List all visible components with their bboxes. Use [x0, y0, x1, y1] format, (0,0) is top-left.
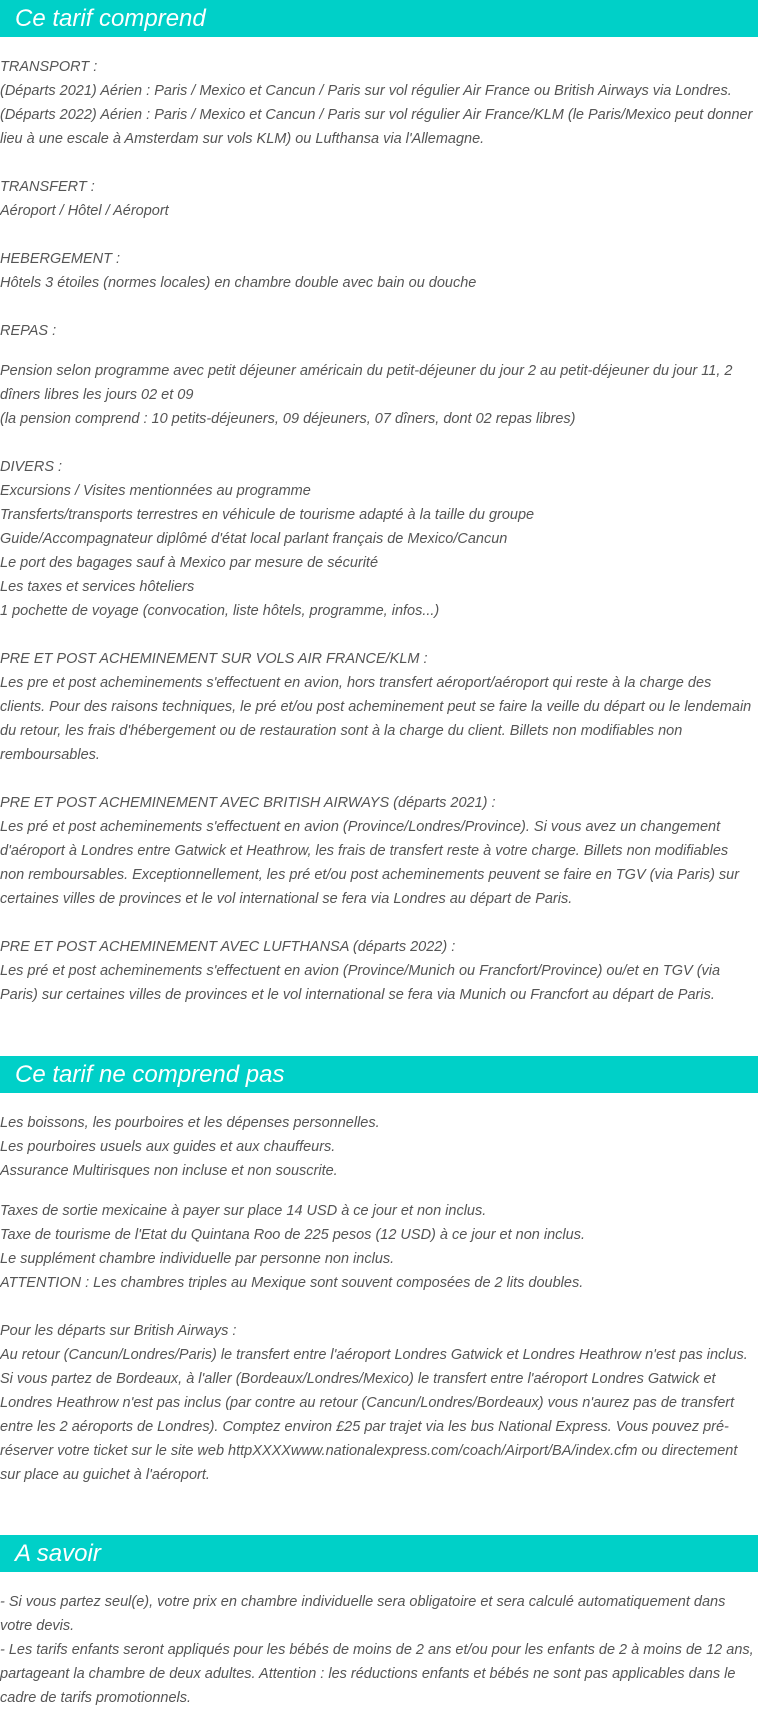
- section-header-excluded: [0, 1056, 758, 1093]
- lodging-heading: HEBERGEMENT :: [0, 251, 121, 267]
- misc-line-3: Guide/Accompagnateur diplômé d'état local parlant français de Mexico/Cancun: [0, 531, 508, 547]
- lh-heading: PRE ET POST ACHEMINEMENT AVEC LUFTHANSA (départs 2022) :: [0, 939, 456, 955]
- excluded-line-3: Assurance Multirisques non incluse et non souscrite.: [0, 1163, 338, 1179]
- misc-line-5: Les taxes et services hôteliers: [0, 579, 195, 595]
- know-line-1: - Si vous partez seul(e), votre prix en chambre individuelle sera obligatoire et sera calculé automatiquement dans votre devis.: [0, 1594, 726, 1634]
- section-header-know: [0, 1535, 758, 1572]
- section-header-included: [0, 0, 758, 37]
- meals-line-1: Pension selon programme avec petit déjeuner américain du petit-déjeuner du jour 2 au petit-déjeuner du jour 11, 2 dîners libres les jours 02 et 09: [0, 363, 733, 403]
- misc-line-1: Excursions / Visites mentionnées au programme: [0, 483, 311, 499]
- misc-line-6: 1 pochette de voyage (convocation, liste hôtels, programme, infos...): [0, 603, 440, 619]
- lh-paragraph: Les pré et post acheminements s'effectuent en avion (Province/Munich ou Francfort/Province) ou/et en TGV (via Paris) sur certaines villes de provinces et le vol international se fera via Munich ou Francfort au départ de Paris.: [0, 963, 721, 1003]
- section-title-included: Ce tarif comprend: [15, 4, 206, 32]
- misc-line-4: Le port des bagages sauf à Mexico par mesure de sécurité: [0, 555, 379, 571]
- transfer-heading: TRANSFERT :: [0, 179, 95, 195]
- excluded-ba-paragraph: Au retour (Cancun/Londres/Paris) le transfert entre l'aéroport Londres Gatwick et Londres Heathrow n'est pas inclus. Si vous partez de Bordeaux, à l'aller (Bordeaux/Londres/Mexico) le transfert entre l'aéroport Londres Gatwick et Londres Heathrow n'est pas inclus (par contre au retour (Cancun/Londres/Bordeaux) vous n'aurez pas de transfert entre les 2 aéroports de Londres). Comptez environ £25 par trajet via les bus National Express. Vous pouvez pré-réserver votre ticket sur le site web httpXXXXwww.nationalexpress.com/coach/Airport/BA/index.cfm ou directement sur place au guichet à l'aéroport.: [0, 1347, 748, 1483]
- lodging-line-1: Hôtels 3 étoiles (normes locales) en chambre double avec bain ou douche: [0, 275, 477, 291]
- excluded-line-5: Taxe de tourisme de l'Etat du Quintana Roo de 225 pesos (12 USD) à ce jour et non inclus.: [0, 1227, 585, 1243]
- transport-heading: TRANSPORT :: [0, 59, 98, 75]
- ba-paragraph: Les pré et post acheminements s'effectuent en avion (Province/Londres/Province). Si vous avez un changement d'aéroport à Londres entre Gatwick et Heathrow, les frais de transfert reste à votre charge. Billets non modifiables non remboursables. Exceptionnellement, les pré et/ou post acheminements peuvent se faire en TGV (via Paris) sur certaines villes de provinces et le vol international se fera via Londres au départ de Paris.: [0, 819, 740, 907]
- misc-heading: DIVERS :: [0, 459, 63, 475]
- meals-line-2: (la pension comprend : 10 petits-déjeuners, 09 déjeuners, 07 dîners, dont 02 repas libres): [0, 411, 576, 427]
- excluded-line-7: ATTENTION : Les chambres triples au Mexique sont souvent composées de 2 lits doubles.: [0, 1275, 584, 1291]
- transport-line-2: (Départs 2022) Aérien : Paris / Mexico et Cancun / Paris sur vol régulier Air France/KLM (le Paris/Mexico peut donner lieu à une escale à Amsterdam sur vols KLM) ou Lufthansa via l'Allemagne.: [0, 107, 753, 147]
- meals-heading: REPAS :: [0, 323, 57, 339]
- excluded-line-6: Le supplément chambre individuelle par personne non inclus.: [0, 1251, 395, 1267]
- misc-line-2: Transferts/transports terrestres en véhicule de tourisme adapté à la taille du groupe: [0, 507, 535, 523]
- transport-line-1: (Départs 2021) Aérien : Paris / Mexico et Cancun / Paris sur vol régulier Air France ou British Airways via Londres.: [0, 83, 732, 99]
- af-heading: PRE ET POST ACHEMINEMENT SUR VOLS AIR FRANCE/KLM :: [0, 651, 428, 667]
- ba-heading: PRE ET POST ACHEMINEMENT AVEC BRITISH AIRWAYS (départs 2021) :: [0, 795, 496, 811]
- excluded-line-2: Les pourboires usuels aux guides et aux chauffeurs.: [0, 1139, 336, 1155]
- section-body-included: [0, 37, 758, 1007]
- af-paragraph: Les pre et post acheminements s'effectuent en avion, hors transfert aéroport/aéroport qui reste à la charge des clients. Pour des raisons techniques, le pré et/ou post acheminement peut se faire la veille du départ ou le lendemain du retour, les frais d'hébergement ou de restauration sont à la charge du client. Billets non modifiables non remboursables.: [0, 675, 752, 763]
- excluded-ba-heading: Pour les départs sur British Airways :: [0, 1323, 237, 1339]
- transfer-line-1: Aéroport / Hôtel / Aéroport: [0, 203, 169, 219]
- section-title-excluded: Ce tarif ne comprend pas: [15, 1060, 285, 1088]
- know-line-2: - Les tarifs enfants seront appliqués pour les bébés de moins de 2 ans et/ou pour les enfants de 2 à moins de 12 ans, partageant la chambre de deux adultes. Attention : les réductions enfants et bébés ne sont pas applicables dans le cadre de tarifs promotionnels.: [0, 1642, 754, 1706]
- section-body-know: [0, 1572, 758, 1710]
- excluded-line-1: Les boissons, les pourboires et les dépenses personnelles.: [0, 1115, 380, 1131]
- excluded-line-4: Taxes de sortie mexicaine à payer sur place 14 USD à ce jour et non inclus.: [0, 1203, 487, 1219]
- section-title-know: A savoir: [15, 1539, 101, 1567]
- section-body-excluded: [0, 1093, 758, 1487]
